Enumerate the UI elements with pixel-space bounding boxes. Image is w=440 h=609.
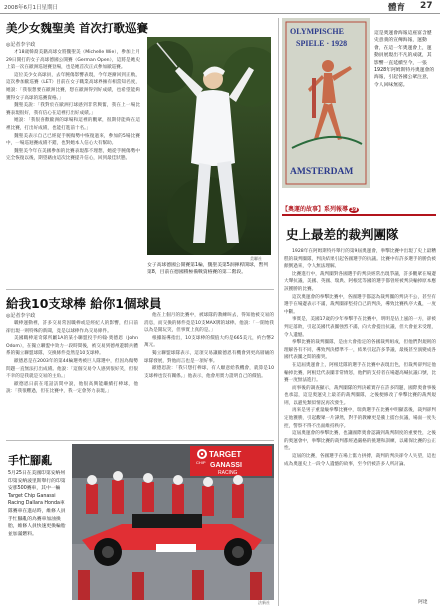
article4-paragraph: 在這屆奧運會上，阿根廷隊的選手在比賽中表現出色，但裁判卻判定他輸掉比賽，阿根廷代表團非常憤怒，他們的支持者在場邊高喊抗議口號，比賽一度無法進行。 — [284, 362, 436, 384]
olympic-poster — [282, 18, 370, 188]
article4-headline: 史上最差的裁判團隊 — [286, 227, 399, 242]
article4-paragraph: 這屆奧運會的拳擊比賽，也讓國際奧會認識到裁判制度的重要性，之後的奧運會中，拳擊比賽的裁判都經過嚴格的挑選和訓練，以確保比賽的公正性。 — [284, 431, 436, 452]
column-divider — [278, 18, 279, 606]
article4-tag — [282, 204, 359, 213]
golf-photo-caption: 女子高球德國公開賽第1輪，魏聖美第5洞揮桿開球，暫列第8，目前在德國積極備戰資格賽的第二階段。 — [147, 263, 269, 275]
article4-author: 阿達 — [418, 600, 428, 605]
article2-paragraph: 他在上個月的比賽中，被球隊的教練叫去，得知他被交易的消息，而交換的條件竟是10支MAX牌的球棒。他說：「一開始我以為是開玩笑，但事實上真的是。」 — [144, 313, 274, 334]
pitstop-photo — [72, 444, 274, 600]
article4-paragraph: 比賽進行中，裁判團對各國選手的判決經常出現爭議，許多觀眾在場邊大聲抗議，美國、英國、瑞典、阿根廷等國的選手都曾經被判決輸掉原本應該獲勝的比賽。 — [284, 271, 436, 292]
article2-paragraph: 歐德恩日前在電話訪問中說，他很高興能繼續打棒球，他說：「我很難過，但在比賽中，我一定會努力表現。」 — [6, 381, 138, 395]
article4-paragraph: 而事後的調查顯示，裁判團隊的判決確實存在許多問題，國際奧會事後也承認，這是奧運史上最差的裁判團隊，之後便修改了拳擊比賽的裁判規則，以避免類似情況再次發生。 — [284, 385, 436, 406]
issue-date: 2008年6月1日星期日 — [4, 5, 58, 11]
article2-body-col1 — [6, 320, 138, 436]
article4-paragraph: 再來是男子重量級拳擊比賽中，瑞典選手在比賽中明顯落後，裁判卻判定他獲勝，引起觀眾一片譁然，對手的教練更是衝上擂台抗議，場面一度失控，警察不得不出面維持秩序。 — [284, 408, 436, 429]
article2-byline: ◎記者李宇政 — [6, 313, 36, 319]
header-rule — [0, 13, 440, 14]
section-divider — [6, 440, 274, 441]
section-divider — [6, 289, 274, 290]
article1-paragraph: 魏聖美表示自己已經從手腕傷勢中恢復過來，參加的5場比賽中，一場巡迴賽成績不錯，也對她本人信心大有幫助。 — [6, 133, 140, 147]
article1-paragraph: 魏聖美說：「我對於在歐洲打球感到非常興奮，我在上一場比賽表現很好，我有信心在這裡打出好成績。」 — [6, 103, 140, 116]
sign-ganassi-text: GANASSI — [210, 462, 242, 469]
golf-photo-credit: 美聯社 — [250, 256, 262, 261]
article4-paragraph: 這屆的比賽，各國選手在場上奮力拼搏，裁判的判決卻令人失望，這也成為奧運史上一段令人遺憾的故事，至今仍被許多人所討論。 — [284, 454, 436, 467]
series-number: 39 — [350, 207, 358, 213]
golf-photo — [147, 37, 271, 255]
photo3-caption: 5月25日在美國印第安納州印第安納波里斯舉行的印第安那500賽車，其中一輛Target Chip Ganassi Racing Dallara Honda車隊賽車在進站時，維修人員手忙腳亂的為賽車加油換胎，維修人員快速更換輪胎並加滿燃料。 — [8, 471, 66, 537]
sign-racing-text: RACING — [218, 470, 238, 476]
series-tag: 【奧運的故事】系列報導 — [282, 206, 349, 213]
article2-paragraph: 職棒運動裡，許多交易常因職棒或是經紀人的影響，但日前卻出現一則特殊的新聞，竟是以球棒作為交易條件。 — [6, 321, 138, 334]
article1-byline: ◎記者李宇政 — [6, 42, 36, 48]
tag-rule — [282, 214, 436, 216]
page-number: 27 — [420, 1, 433, 11]
section-title: 體育 — [388, 3, 406, 13]
article4-paragraph: 1928年在阿姆斯特丹舉行的第9屆奧運會，拳擊比賽中出現了史上最糟糕的裁判團隊，判決結果引起各國選手的抗議。比賽中有許多選手的勝負被顛倒過來，令人無法理解。 — [284, 249, 436, 270]
pitstop-photo-credit: 法新社 — [258, 600, 270, 605]
poster-caption: 這是奧運會海報這座富含歷史意義的宣傳海報，運動會，在這一年奧運會上，運動員展現出不凡的成就，其影響一直延續至今，一張1928年阿姆斯特丹奧運會的海報，引起各國公眾注意，令人回味無窮。 — [374, 31, 435, 88]
article2-headline: 給我10支球棒 給你1個球員 — [6, 296, 162, 311]
sign-target-text: TARGET — [209, 450, 242, 459]
article4-body — [284, 248, 436, 596]
article2-body-col2 — [144, 312, 274, 436]
article2-paragraph: 根據報導指出，10支球棒的價值大約是665美元，約台幣2萬元。 — [144, 335, 274, 349]
article1-headline: 美少女魏聖美 首次打歌巡賽 — [6, 21, 149, 35]
article4-paragraph: 拳擊比賽的裁判團隊，是由大會指定的各國裁判組成，但他們對規則的理解各有不同，導致判決標準不一，結果引起許多爭議，最後甚至演變成各國代表團之間的衝突。 — [284, 340, 436, 361]
photo3-title: 手忙腳亂 — [8, 454, 52, 467]
article1-paragraph: 魏聖美今年在美國參加的比賽表現都不理想，她從手腕傷勢中完全恢復以後，期望藉由這次比賽提升信心，回到最佳狀態。 — [6, 148, 140, 162]
article2-paragraph: 歐德恩是在2003年的第44輪選秀被巨人隊選中，但因為傷勢問題一直無法打出成績。他說：「這個交易令人感到很好笑，但很不幸的是我就是交易的主角。」 — [6, 358, 138, 380]
poster-title-mid: SPIELE · 1928 — [296, 39, 348, 48]
article2-paragraph: 美國職棒道奇隊所屬1A的某小聯盟投手約翰·奧德恩（John Odom），在獨立聯盟中效力一段時間後，被交易到德州遊騎兵體系的獨立聯盟球隊，交換條件竟然是10支球棒。 — [6, 336, 138, 357]
article1-paragraph: 才18歲韓裔美籍高球女將魏聖美（Michelle Wie），參加上月29日開打的女子高球德國公開賽（German Open），這將是她史上第一次在歐洲巡迴賽登場，也是她首次正式參加歐巡賽。 — [6, 50, 140, 71]
article1-paragraph: 她說：「我很喜歡歐洲的球場和這裡的觀眾，很期待能夠在這裡比賽，打出好成績，也能打進前十名。」 — [6, 118, 140, 131]
article4-paragraph: 事實是，美國17歲的少年拳擊手在比賽中，明明是佔上風的一方，卻被判定落敗，引起美國代表團強烈不滿，向大會提出抗議，但大會並未受理，令人遺憾。 — [284, 317, 436, 338]
article2-paragraph: 歐德恩說：「我只想打棒球，有人願意給我機會，就算是10支球棒也沒有關係。」他表示，他會用實力證明自己的價值。 — [144, 366, 274, 379]
article4-paragraph: 這次奧運會的拳擊比賽中，各國選手都認為裁判團的判決不公，甚至有選手在場邊表示不滿，裁判團卻堅持自己的判決，導致比賽秩序大亂，一度中斷。 — [284, 294, 436, 315]
sign-chip-text: CHIP — [196, 460, 206, 465]
poster-title-top: OLYMPISCHE — [290, 27, 344, 36]
poster-city: AMSTERDAM — [290, 167, 354, 177]
article2-paragraph: 獨立聯盟球隊表示，這項交易讓歐德恩有機會到更高層級的球隊發展，對他而言也是一項好事。 — [144, 350, 274, 364]
article1-paragraph: 這位美少女高球員，去年腕傷影響表現，今年逐漸回到正軌，這次參加歐巡賽（LET）目前在女子職業高球界擁有相當知名度，她說：「我很想要在歐洲比賽，想在歐洲得到好成績，也希望能夠獲得女子高球的巡賽資格。」 — [6, 72, 140, 101]
article1-body — [6, 49, 140, 287]
